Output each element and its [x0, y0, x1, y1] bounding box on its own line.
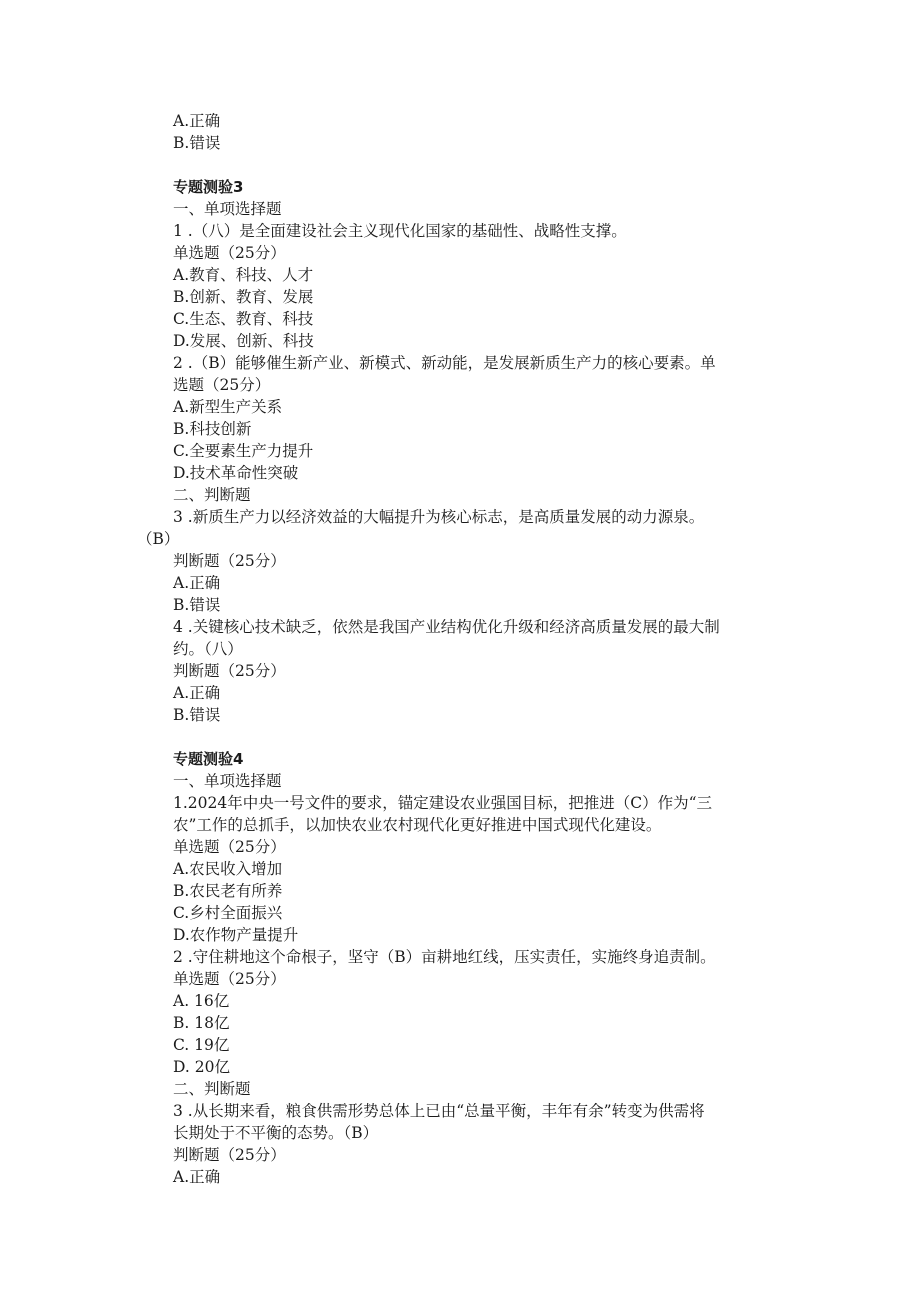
- text-line: D.发展、创新、科技: [173, 332, 314, 350]
- text-line: B.错误: [173, 134, 221, 152]
- text-line: D.农作物产量提升: [173, 926, 299, 944]
- text-line: B.创新、教育、发展: [173, 288, 314, 306]
- text-line: C.乡村全面振兴: [173, 904, 283, 922]
- text-line: 4 .关键核心技术缺乏，依然是我国产业结构优化升级和经济高质量发展的最大制: [173, 618, 720, 636]
- section-heading: 专题测验4: [173, 750, 244, 768]
- text-line: 农”工作的总抓手，以加快农业农村现代化更好推进中国式现代化建设。: [173, 816, 662, 834]
- text-line: 二、判断题: [173, 1080, 251, 1098]
- text-line: A.正确: [173, 684, 221, 702]
- text-line: 单选题（25分）: [173, 244, 286, 262]
- text-line: D.技术革命性突破: [173, 464, 299, 482]
- text-line: 长期处于不平衡的态势。（B）: [173, 1124, 379, 1142]
- text-line: 3 .从长期来看，粮食供需形势总体上已由“总量平衡，丰年有余”转变为供需将: [173, 1102, 705, 1120]
- text-line: 单选题（25分）: [173, 838, 286, 856]
- text-line: B.农民老有所养: [173, 882, 283, 900]
- text-line: C.生态、教育、科技: [173, 310, 314, 328]
- text-line: A.正确: [173, 112, 221, 130]
- blank-line: [0, 154, 920, 176]
- text-line: 选题（25分）: [173, 376, 271, 394]
- text-line: B.错误: [173, 596, 221, 614]
- text-line: A.农民收入增加: [173, 860, 283, 878]
- text-line: C. 19亿: [173, 1036, 230, 1054]
- text-line: 单选题（25分）: [173, 970, 286, 988]
- text-line: A.正确: [173, 574, 221, 592]
- text-line: B. 18亿: [173, 1014, 230, 1032]
- text-line: 3 .新质生产力以经济效益的大幅提升为核心标志，是高质量发展的动力源泉。: [173, 508, 705, 526]
- text-line: （B）: [137, 530, 180, 548]
- text-line: 判断题（25分）: [173, 662, 286, 680]
- text-line: B.科技创新: [173, 420, 252, 438]
- section-heading: 专题测验3: [173, 178, 244, 196]
- text-line: D. 20亿: [173, 1058, 230, 1076]
- text-line: 2 .（B）能够催生新产业、新模式、新动能，是发展新质生产力的核心要素。单: [173, 354, 716, 372]
- document-page: [0, 110, 920, 1188]
- text-line: 二、判断题: [173, 486, 251, 504]
- text-line: A. 16亿: [173, 992, 230, 1010]
- text-line: 1 .（八）是全面建设社会主义现代化国家的基础性、战略性支撑。: [173, 222, 627, 240]
- text-line: 一、单项选择题: [173, 200, 282, 218]
- text-line: A.正确: [173, 1168, 221, 1186]
- text-line: 判断题（25分）: [173, 552, 286, 570]
- text-line: C.全要素生产力提升: [173, 442, 314, 460]
- text-line: 判断题（25分）: [173, 1146, 286, 1164]
- text-line: 约。（八）: [173, 640, 243, 658]
- text-line: B.错误: [173, 706, 221, 724]
- blank-line: [0, 726, 920, 748]
- text-line: 一、单项选择题: [173, 772, 282, 790]
- text-line: A.教育、科技、人才: [173, 266, 314, 284]
- text-line: A.新型生产关系: [173, 398, 283, 416]
- text-line: 1.2024年中央一号文件的要求，锚定建设农业强国目标，把推进（C）作为“三: [173, 794, 713, 812]
- text-line: 2 .守住耕地这个命根子，坚守（B）亩耕地红线，压实责任，实施终身追责制。: [173, 948, 716, 966]
